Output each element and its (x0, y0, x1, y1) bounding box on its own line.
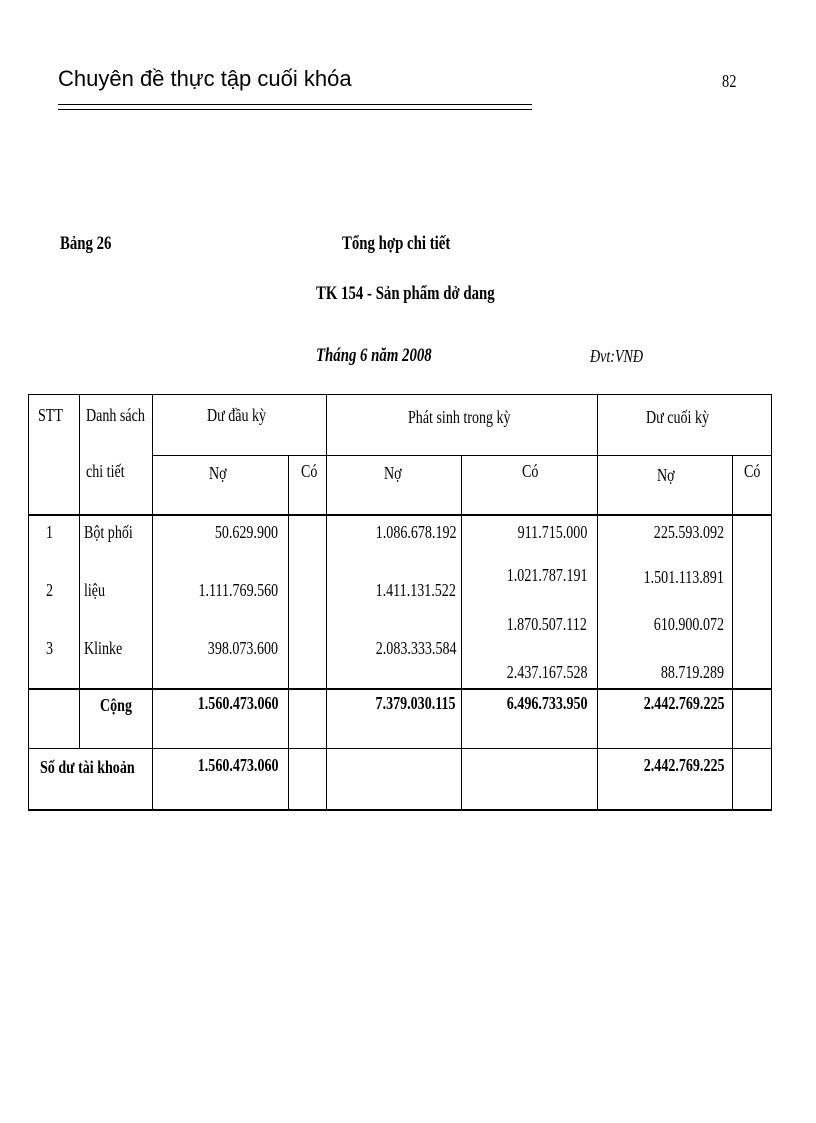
header-opening: Dư đầu kỳ (207, 405, 267, 425)
currency-unit (590, 346, 658, 367)
row-2-movement-debit: 1.411.131.522 (375, 580, 456, 600)
report-title-text: Tổng hợp chi tiết (342, 233, 451, 254)
header-name-line2: chi tiết (86, 461, 125, 481)
row-2-stt: 2 (46, 580, 54, 600)
total-label: Cộng (100, 695, 132, 715)
balance-closing-debit: 2.442.769.225 (643, 755, 724, 775)
header-movement-credit: Có (522, 461, 539, 481)
row-1-opening-debit: 50.629.900 (214, 522, 278, 542)
header-name-line1: Danh sách (86, 405, 145, 425)
extra-closing-debit: 88.719.289 (660, 662, 724, 682)
row-3-closing-debit: 610.900.072 (653, 614, 724, 634)
header-rule-top (58, 104, 532, 105)
table-label (60, 233, 126, 255)
row-2-closing-debit: 1.501.113.891 (643, 567, 724, 587)
vline-opening-end (326, 394, 327, 810)
row-3-opening-debit: 398.073.600 (207, 638, 278, 658)
report-period-text: Tháng 6 năm 2008 (316, 345, 432, 366)
table-border-bottom (28, 809, 772, 811)
header-movement: Phát sinh trong kỳ (408, 407, 511, 427)
total-movement-credit: 6.496.733.950 (506, 693, 587, 713)
row-1-movement-debit: 1.086.678.192 (375, 522, 456, 542)
header-divider (152, 455, 772, 456)
table-label-text: Bảng 26 (60, 233, 112, 254)
balance-opening-debit: 1.560.473.060 (197, 755, 278, 775)
balance-top-border (28, 748, 772, 749)
extra-movement-credit: 2.437.167.528 (506, 662, 587, 682)
total-opening-debit: 1.560.473.060 (197, 693, 278, 713)
row-3-movement-debit: 2.083.333.584 (375, 638, 456, 658)
row-2-opening-debit: 1.111.769.560 (198, 580, 278, 600)
vline-opening-split (288, 455, 289, 810)
row-3-name: Klinke (84, 638, 123, 658)
total-movement-debit: 7.379.030.115 (376, 693, 456, 713)
row-1-closing-debit: 225.593.092 (653, 522, 724, 542)
row-1-stt: 1 (46, 522, 54, 542)
vline-left (28, 394, 29, 810)
vline-movement-end (597, 394, 598, 810)
total-closing-debit: 2.442.769.225 (643, 693, 724, 713)
table-border-top (28, 394, 772, 395)
row-1-movement-credit: 911.715.000 (517, 522, 587, 542)
header-opening-debit: Nợ (209, 463, 227, 483)
vline-right (771, 394, 772, 810)
currency-unit-text: Đvt:VNĐ (590, 346, 644, 366)
vline-stt (79, 394, 80, 749)
row-2-name: liệu (84, 580, 106, 600)
header-closing: Dư cuối kỳ (646, 407, 709, 427)
balance-label: Số dư tài khoản (40, 757, 135, 777)
vline-name (152, 394, 153, 810)
report-subtitle (316, 283, 545, 305)
row-1-name: Bột phối (84, 522, 133, 542)
vline-movement-split (461, 455, 462, 810)
row-3-movement-credit: 1.870.507.112 (506, 614, 587, 634)
header-bottom-border (28, 514, 772, 516)
header-rule-bottom (58, 109, 532, 110)
row-2-movement-credit: 1.021.787.191 (506, 565, 587, 585)
page-number: 82 (722, 71, 737, 91)
row-3-stt: 3 (46, 638, 54, 658)
report-subtitle-text: TK 154 - Sản phẩm dở dang (316, 283, 495, 304)
report-period (316, 345, 464, 367)
report-title (342, 233, 481, 255)
header-closing-debit: Nợ (657, 465, 675, 485)
header-closing-credit: Có (744, 461, 761, 481)
vline-closing-split (732, 455, 733, 810)
document-header-title: Chuyên đề thực tập cuối khóa (58, 66, 352, 91)
header-stt: STT (38, 405, 63, 425)
header-opening-credit: Có (301, 461, 318, 481)
total-top-border (28, 688, 772, 690)
header-movement-debit: Nợ (384, 463, 402, 483)
